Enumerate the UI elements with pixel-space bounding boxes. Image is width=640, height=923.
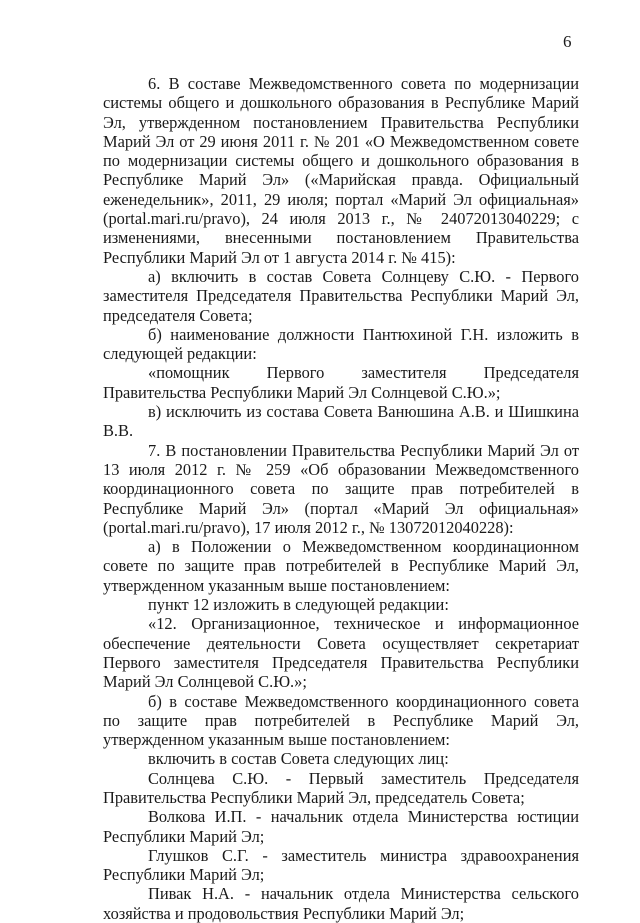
paragraph-sub-c-exclude: в) исключить из состава Совета Ванюшина А.В. и Шишкина В.В. (103, 402, 579, 441)
paragraph-sub-b-council: б) в составе Межведомственного координационного совета по защите прав потребителей в Республике Марий Эл, утвержденном указанным выше постановлением: (103, 691, 579, 750)
paragraph-sub-b-position: б) наименование должности Пантюхиной Г.Н. изложить в следующей редакции: (103, 324, 579, 364)
paragraph-include-persons: включить в состав Совета следующих лиц: (148, 749, 449, 769)
paragraph-sub-a-include: а) включить в состав Совета Солнцеву С.Ю. - Первого заместителя Председателя Правительства Республики Марий Эл, председателя Совета; (103, 266, 579, 325)
paragraph-quote-clause-12: «12. Организационное, техническое и информационное обеспечение деятельности Совета осуществляет секретариат Первого заместителя Председателя Правительства Республики Марий Эл Солнцевой С.Ю.»; (103, 614, 579, 692)
paragraph-member-volkova: Волкова И.П. - начальник отдела Министерства юстиции Республики Марий Эл; (103, 807, 579, 846)
paragraph-sub-a-regulation: а) в Положении о Межведомственном координационном совете по защите прав потребителей в Республике Марий Эл, утвержденном указанным выше постановлением: (103, 537, 579, 595)
paragraph-quote-assistant: «помощник Первого заместителя Председателя Правительства Республики Марий Эл Солнцевой С.Ю.»; (103, 363, 579, 402)
page-number: 6 (563, 32, 572, 51)
paragraph-item-6: 6. В составе Межведомственного совета по модернизации системы общего и дошкольного образования в Республике Марий Эл, утвержденном постановлением Правительства Республики Марий Эл от 29 июня 2011 г. № 201 «О Межведомственном совете по модернизации системы общего и дошкольного образования в Республике Марий Эл» («Марийская правда. Официальный еженедельник», 2011, 29 июля; портал «Марий Эл официальная» (portal.mari.ru/pravo), 24 июля 2013 г., № 24072013040229; с изменениями, внесенными постановлением Правительства Республики Марий Эл от 1 августа 2014 г. № 415): (103, 74, 579, 267)
paragraph-item-7: 7. В постановлении Правительства Республики Марий Эл от 13 июля 2012 г. № 259 «Об образовании Межведомственного координационного совета по защите прав потребителей в Республике Марий Эл» (портал «Марий Эл официальная» (portal.mari.ru/pravo), 17 июля 2012 г., № 13072012040228): (103, 440, 579, 537)
paragraph-member-solntseva: Солнцева С.Ю. - Первый заместитель Председателя Правительства Республики Марий Эл, председатель Совета; (103, 768, 579, 807)
paragraph-clause-12: пункт 12 изложить в следующей редакции: (148, 595, 449, 615)
document-body (103, 74, 579, 923)
paragraph-member-glushkov: Глушков С.Г. - заместитель министра здравоохранения Республики Марий Эл; (103, 845, 579, 885)
paragraph-member-pivak: Пивак Н.А. - начальник отдела Министерства сельского хозяйства и продовольствия Республики Марий Эл; (103, 884, 579, 923)
